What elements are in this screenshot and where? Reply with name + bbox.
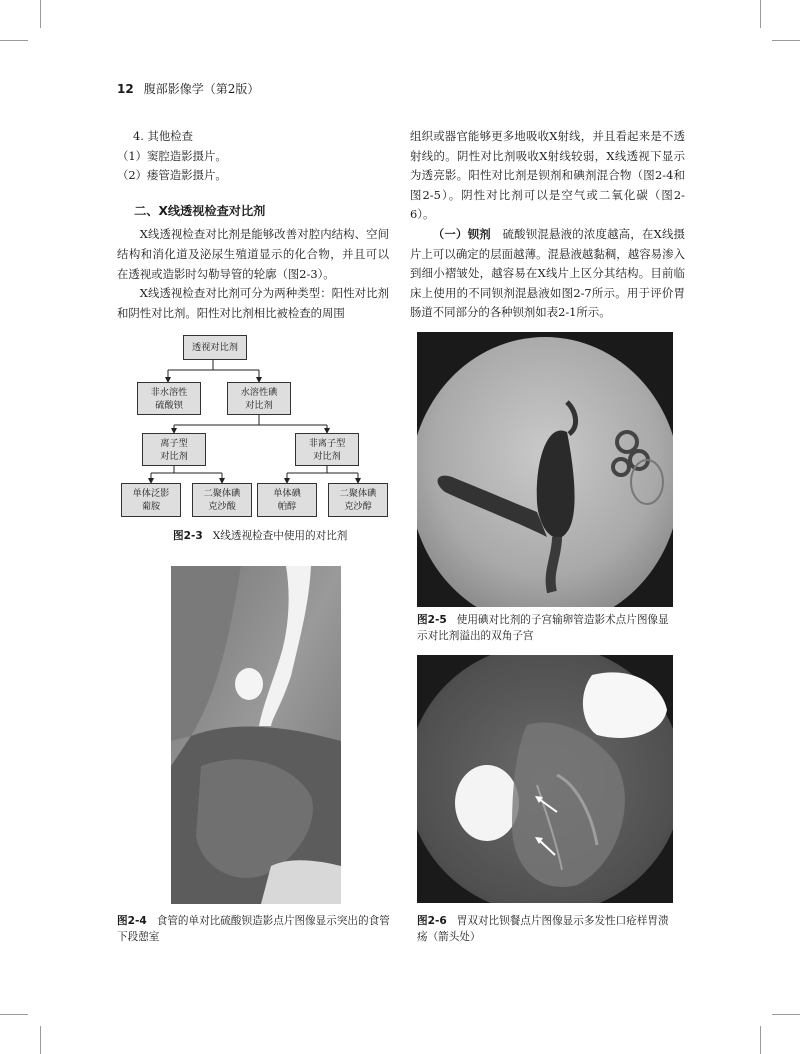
- caption-text: X线透视检查中使用的对比剂: [212, 530, 348, 542]
- figure-caption: [417, 612, 679, 644]
- paragraph: 组织或器官能够更多地吸收X射线，并且看起来是不透射线的。阴性对比剂吸收X射线较弱，X线透视下显示为透亮影。阳性对比剂是钡剂和碘剂混合物（图2-4和图2-5）。阴性对比剂可以是空气或二氧化碳（图2-6）。: [410, 129, 685, 222]
- book-title: 腹部影像学（第2版）: [143, 82, 260, 96]
- paragraph: X线透视检查对比剂可分为两种类型：阳性对比剂和阴性对比剂。阳性对比剂相比被检查的周围: [117, 286, 389, 320]
- caption-text: 食管的单对比硫酸钡造影点片图像显示突出的食管下段憩室: [117, 915, 390, 943]
- crop-mark: [40, 1026, 41, 1054]
- right-column: [410, 127, 685, 323]
- figure-number: 图2-5: [417, 614, 447, 626]
- flowchart-leaf-diatrizoate: 单体泛影 葡胺: [121, 483, 181, 517]
- running-header: [117, 80, 259, 97]
- section-title: 二、X线透视检查对比剂: [134, 203, 266, 218]
- paragraph-text: 硫酸钡混悬液的浓度越高，在X线摄片上可以确定的层面越薄。混悬液越黏稠，越容易渗入到细小褶皱处，越容易在X线片上区分其结构。目前临床上使用的不同钡剂混悬液如图2-7所示。用于评价胃肠道不同部分的各种钡剂如表2-1所示。: [410, 226, 685, 320]
- flowchart-node-barium: 非水溶性 硫酸钡: [137, 382, 201, 415]
- figure-caption: [417, 913, 679, 945]
- crop-mark: [0, 1014, 28, 1015]
- esophagus-radiograph-image: [171, 566, 341, 904]
- figure-number: 图2-4: [117, 915, 147, 927]
- contrast-agent-flowchart: [119, 330, 404, 525]
- crop-mark: [40, 0, 41, 28]
- crop-mark: [0, 40, 28, 41]
- stomach-radiograph-image: [417, 655, 673, 903]
- flowchart-leaf-iopamidol: 单体碘 帕醇: [257, 483, 317, 517]
- paragraph: X线透视检查对比剂是能够改善对腔内结构、空间结构和消化道及泌尿生殖道显示的化合物，并且可以在透视或造影时勾勒导管的轮廓（图2-3）。: [117, 227, 389, 281]
- crop-mark: [760, 1026, 761, 1054]
- crop-mark: [760, 0, 761, 28]
- flowchart-node-ionic: 离子型 对比剂: [142, 433, 206, 466]
- figure-caption: [173, 528, 403, 544]
- flowchart-node-nonionic: 非离子型 对比剂: [295, 433, 359, 466]
- caption-text: 使用碘对比剂的子宫输卵管造影术点片图像显示对比剂溢出的双角子宫: [417, 614, 669, 642]
- list-item: （2）瘘管造影摄片。: [117, 168, 227, 183]
- flowchart-root-node: 透视对比剂: [183, 335, 247, 360]
- list-item: （1）窦腔造影摄片。: [117, 148, 227, 163]
- left-column: [117, 127, 389, 323]
- caption-text: 胃双对比钡餐点片图像显示多发性口疮样胃溃疡（箭头处）: [417, 915, 669, 943]
- flowchart-leaf-iodixanol: 二聚体碘 克沙醇: [328, 483, 388, 517]
- page-number: 12: [117, 82, 134, 96]
- figure-number: 图2-6: [417, 915, 447, 927]
- crop-mark: [772, 40, 800, 41]
- flowchart-leaf-ioxaglate: 二聚体碘 克沙酸: [192, 483, 252, 517]
- paragraph: [410, 225, 685, 323]
- subsection-label: （一）钡剂: [432, 226, 491, 241]
- list-heading: 4. 其他检查: [132, 129, 194, 143]
- figure-caption: [117, 913, 397, 945]
- figure-number: 图2-3: [173, 530, 203, 542]
- crop-mark: [772, 1014, 800, 1015]
- flowchart-node-iodine: 水溶性碘 对比剂: [227, 382, 291, 415]
- hsg-radiograph-image: [417, 332, 673, 607]
